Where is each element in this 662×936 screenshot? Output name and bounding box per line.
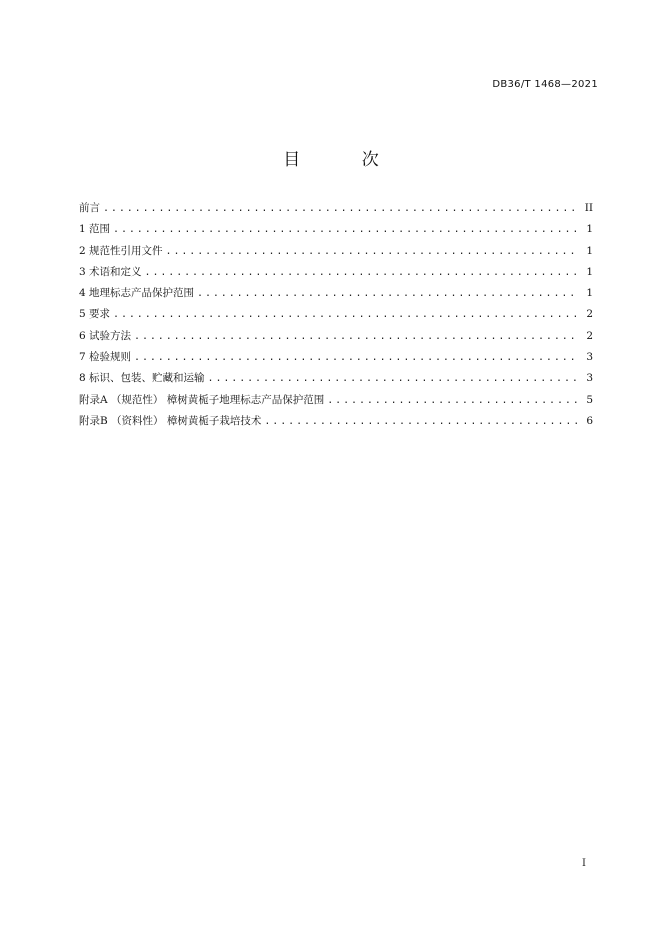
toc-leader-dots — [103, 198, 579, 219]
toc-entry-test-methods[interactable] — [79, 326, 593, 347]
toc-entry-marking-packaging[interactable] — [79, 368, 593, 389]
toc-entry-label: 1 范围 — [79, 223, 111, 236]
toc-entry-normative-references[interactable] — [79, 241, 593, 262]
toc-entry-label: 8 标识、包装、贮藏和运输 — [79, 372, 205, 385]
toc-entry-appendix-b[interactable] — [79, 411, 593, 432]
toc-entry-page: 1 — [586, 287, 593, 300]
page-number: I — [582, 858, 586, 869]
toc-entry-page: 6 — [586, 414, 593, 427]
toc-entry-requirements[interactable] — [79, 304, 593, 325]
toc-entry-protection-scope[interactable] — [79, 283, 593, 304]
toc-leader-dots — [208, 368, 579, 389]
toc-entry-scope[interactable] — [79, 219, 593, 240]
toc-entry-page: 1 — [586, 265, 593, 278]
toc-entry-label: 4 地理标志产品保护范围 — [79, 287, 195, 300]
toc-entry-terms-definitions[interactable] — [79, 262, 593, 283]
toc-leader-dots — [145, 262, 579, 283]
toc-entry-page: 3 — [586, 372, 593, 385]
toc-entry-label: 6 试验方法 — [79, 329, 132, 342]
standard-code: DB36/T 1468—2021 — [492, 79, 598, 90]
toc-leader-dots — [166, 241, 579, 262]
toc-entry-page: 1 — [586, 244, 593, 257]
toc-entry-foreword[interactable] — [79, 198, 593, 219]
toc-entry-page: 5 — [586, 393, 593, 406]
toc-leader-dots — [134, 347, 579, 368]
toc-entry-page: 1 — [586, 223, 593, 236]
toc-entry-label: 7 检验规则 — [79, 351, 132, 364]
toc-entry-page: 3 — [586, 351, 593, 364]
toc-title: 目 次 — [283, 150, 407, 170]
toc-entry-label: 2 规范性引用文件 — [79, 244, 163, 257]
toc-entry-inspection-rules[interactable] — [79, 347, 593, 368]
toc-leader-dots — [113, 304, 579, 325]
toc-entry-page: 2 — [586, 308, 593, 321]
toc-entry-label: 附录A （规范性） 樟树黄栀子地理标志产品保护范围 — [79, 393, 325, 406]
toc-entry-label: 附录B （资料性） 樟树黄栀子栽培技术 — [79, 414, 262, 427]
toc-leader-dots — [134, 326, 579, 347]
toc-entry-page: 2 — [586, 329, 593, 342]
toc-leader-dots — [113, 219, 579, 240]
toc-leader-dots — [264, 411, 579, 432]
toc-entry-appendix-a[interactable] — [79, 390, 593, 411]
toc-leader-dots — [197, 283, 579, 304]
toc-entry-label: 5 要求 — [79, 308, 111, 321]
toc-list — [79, 198, 593, 432]
toc-entry-page: II — [584, 202, 593, 214]
toc-entry-label: 3 术语和定义 — [79, 265, 142, 278]
toc-entry-label: 前言 — [79, 202, 100, 214]
toc-leader-dots — [327, 390, 579, 411]
